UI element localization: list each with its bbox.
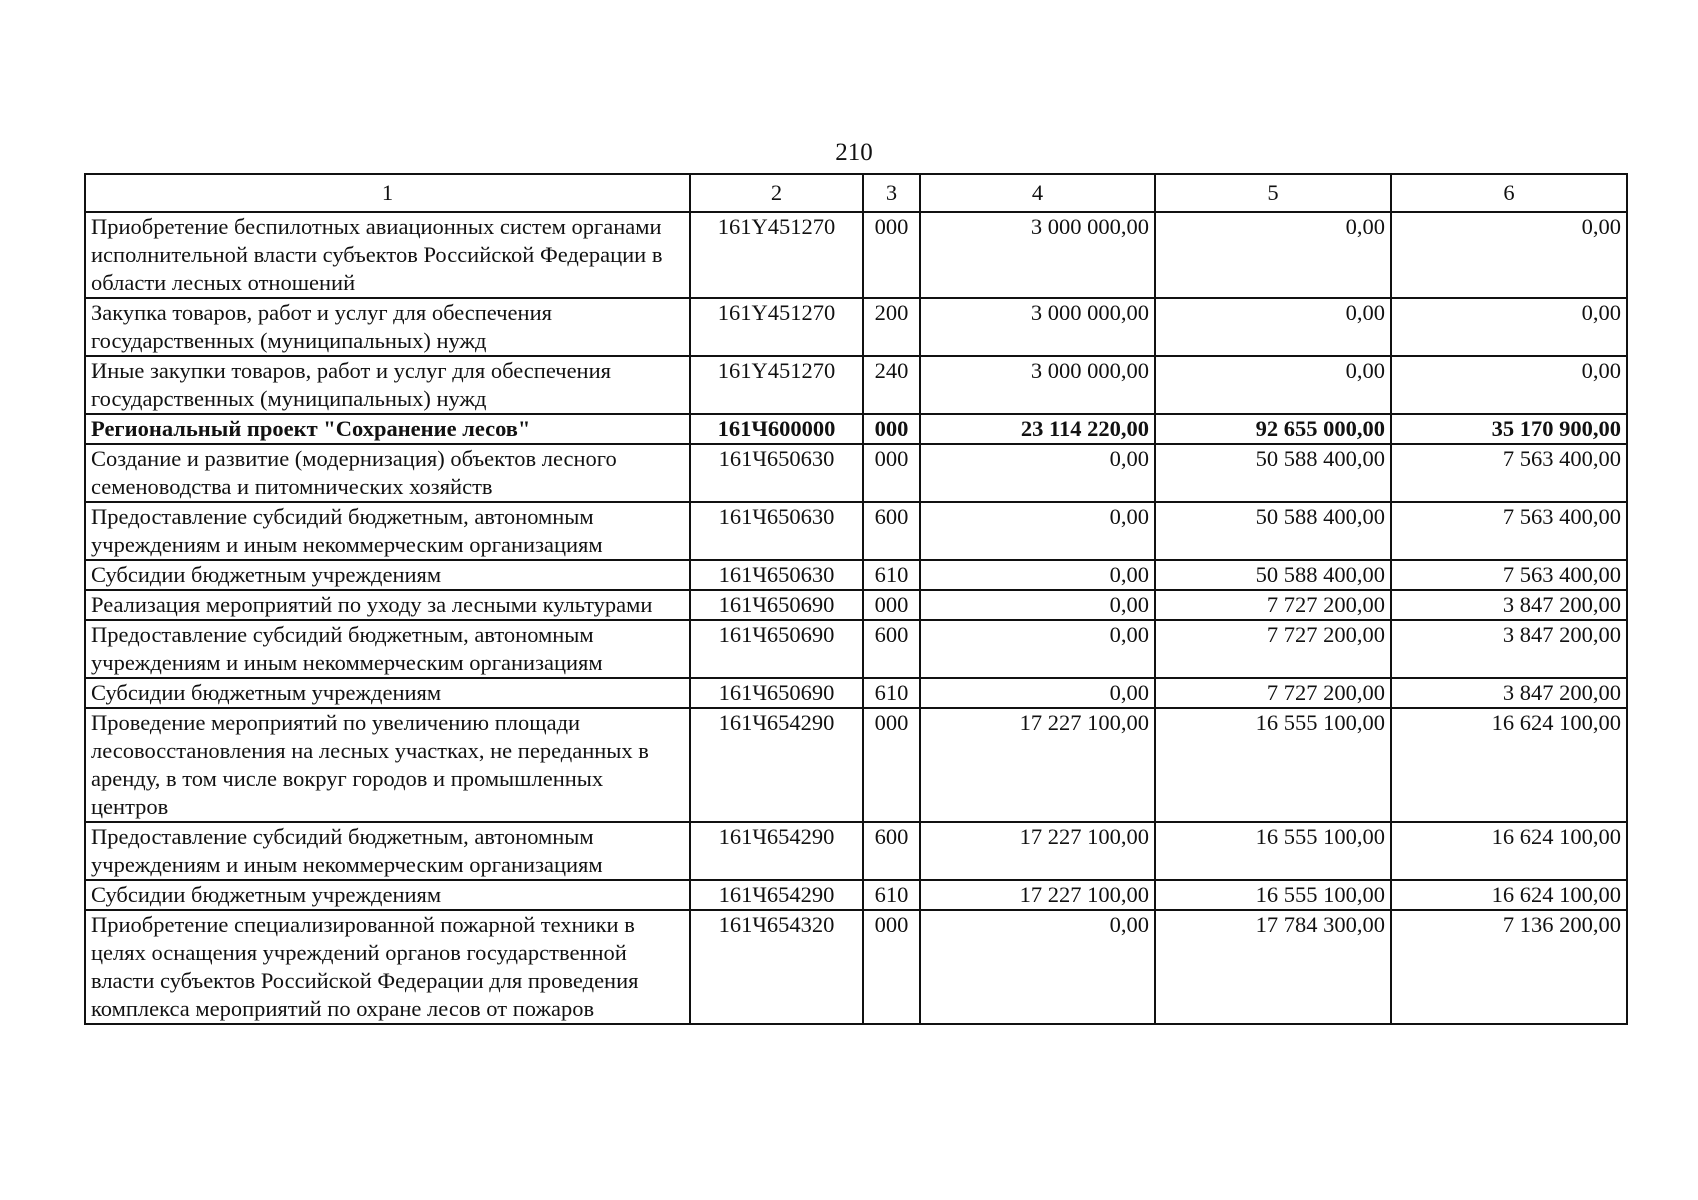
row-value-col6-cell: 0,00 [1391,298,1627,356]
row-code-cell: 161Y451270 [690,298,863,356]
row-kind-cell: 600 [863,620,920,678]
row-code-cell: 161Ч650630 [690,502,863,560]
row-code-cell: 161Ч650690 [690,678,863,708]
row-value-col4-cell: 17 227 100,00 [920,822,1155,880]
row-value-col6-cell: 3 847 200,00 [1391,620,1627,678]
row-value-col5-cell: 92 655 000,00 [1155,414,1391,444]
row-value-col5-cell: 50 588 400,00 [1155,444,1391,502]
row-value-col6-cell: 3 847 200,00 [1391,678,1627,708]
row-value-col4-cell: 3 000 000,00 [920,212,1155,298]
row-kind-cell: 610 [863,560,920,590]
header-cell-2: 2 [690,174,863,212]
row-value-col5-cell: 16 555 100,00 [1155,822,1391,880]
row-code-cell: 161Ч654290 [690,880,863,910]
table-row [85,678,1627,708]
header-cell-3: 3 [863,174,920,212]
row-value-col4-cell: 0,00 [920,560,1155,590]
row-kind-cell: 000 [863,212,920,298]
row-value-col6-cell: 0,00 [1391,212,1627,298]
row-name-cell: Иные закупки товаров, работ и услуг для обеспечения государственных (муниципальных) нужд [85,356,690,414]
header-row [85,174,1627,212]
row-name-cell: Приобретение беспилотных авиационных систем органами исполнительной власти субъектов Российской Федерации в области лесных отношений [85,212,690,298]
row-kind-cell: 000 [863,444,920,502]
table-row [85,880,1627,910]
row-value-col4-cell: 0,00 [920,620,1155,678]
row-value-col4-cell: 17 227 100,00 [920,880,1155,910]
row-value-col4-cell: 17 227 100,00 [920,708,1155,822]
row-value-col6-cell: 16 624 100,00 [1391,822,1627,880]
row-value-col4-cell: 23 114 220,00 [920,414,1155,444]
row-value-col5-cell: 17 784 300,00 [1155,910,1391,1024]
row-name-cell: Приобретение специализированной пожарной техники в целях оснащения учреждений органов государственной власти субъектов Российской Федерации для проведения комплекса мероприятий по охране лесов от пожаров [85,910,690,1024]
row-value-col5-cell: 16 555 100,00 [1155,880,1391,910]
row-value-col4-cell: 0,00 [920,678,1155,708]
table-row [85,590,1627,620]
row-kind-cell: 240 [863,356,920,414]
row-value-col4-cell: 0,00 [920,502,1155,560]
row-code-cell: 161Ч650690 [690,590,863,620]
row-value-col5-cell: 50 588 400,00 [1155,560,1391,590]
table-body [85,212,1627,1024]
row-value-col5-cell: 7 727 200,00 [1155,620,1391,678]
row-code-cell: 161Ч650630 [690,560,863,590]
table-row [85,708,1627,822]
row-code-cell: 161Ч600000 [690,414,863,444]
row-value-col4-cell: 3 000 000,00 [920,356,1155,414]
row-value-col4-cell: 0,00 [920,910,1155,1024]
row-kind-cell: 000 [863,708,920,822]
row-value-col6-cell: 35 170 900,00 [1391,414,1627,444]
row-kind-cell: 610 [863,678,920,708]
table-row [85,502,1627,560]
row-value-col6-cell: 0,00 [1391,356,1627,414]
row-name-cell: Реализация мероприятий по уходу за лесными культурами [85,590,690,620]
row-name-cell: Субсидии бюджетным учреждениям [85,560,690,590]
row-value-col5-cell: 16 555 100,00 [1155,708,1391,822]
row-value-col6-cell: 7 563 400,00 [1391,560,1627,590]
header-cell-6: 6 [1391,174,1627,212]
table-row [85,560,1627,590]
row-value-col6-cell: 3 847 200,00 [1391,590,1627,620]
row-code-cell: 161Y451270 [690,212,863,298]
row-value-col5-cell: 0,00 [1155,356,1391,414]
header-cell-5: 5 [1155,174,1391,212]
budget-table [84,173,1628,1025]
row-name-cell: Создание и развитие (модернизация) объектов лесного семеноводства и питомнических хозяйств [85,444,690,502]
table-row [85,356,1627,414]
row-code-cell: 161Ч650630 [690,444,863,502]
row-name-cell: Субсидии бюджетным учреждениям [85,880,690,910]
header-cell-1: 1 [85,174,690,212]
row-value-col4-cell: 0,00 [920,590,1155,620]
row-name-cell: Предоставление субсидий бюджетным, автономным учреждениям и иным некоммерческим организациям [85,502,690,560]
row-value-col6-cell: 7 136 200,00 [1391,910,1627,1024]
row-name-cell: Субсидии бюджетным учреждениям [85,678,690,708]
row-kind-cell: 610 [863,880,920,910]
row-value-col6-cell: 16 624 100,00 [1391,880,1627,910]
row-value-col5-cell: 0,00 [1155,298,1391,356]
header-cell-4: 4 [920,174,1155,212]
row-kind-cell: 600 [863,822,920,880]
row-kind-cell: 000 [863,910,920,1024]
row-code-cell: 161Ч654320 [690,910,863,1024]
row-value-col6-cell: 7 563 400,00 [1391,444,1627,502]
row-name-cell: Закупка товаров, работ и услуг для обеспечения государственных (муниципальных) нужд [85,298,690,356]
row-value-col5-cell: 7 727 200,00 [1155,590,1391,620]
row-code-cell: 161Y451270 [690,356,863,414]
row-value-col5-cell: 0,00 [1155,212,1391,298]
table-row [85,444,1627,502]
row-code-cell: 161Ч654290 [690,822,863,880]
table-row [85,212,1627,298]
row-code-cell: 161Ч650690 [690,620,863,678]
row-value-col5-cell: 7 727 200,00 [1155,678,1391,708]
row-value-col4-cell: 0,00 [920,444,1155,502]
row-code-cell: 161Ч654290 [690,708,863,822]
row-name-cell: Предоставление субсидий бюджетным, автономным учреждениям и иным некоммерческим организациям [85,620,690,678]
table-row [85,620,1627,678]
table-row [85,298,1627,356]
row-name-cell: Проведение мероприятий по увеличению площади лесовосстановления на лесных участках, не переданных в аренду, в том числе вокруг городов и промышленных центров [85,708,690,822]
row-kind-cell: 200 [863,298,920,356]
row-name-cell: Предоставление субсидий бюджетным, автономным учреждениям и иным некоммерческим организациям [85,822,690,880]
page-number: 210 [835,139,873,166]
row-name-cell: Региональный проект "Сохранение лесов" [85,414,690,444]
table-row [85,822,1627,880]
table-row [85,414,1627,444]
row-value-col4-cell: 3 000 000,00 [920,298,1155,356]
row-value-col6-cell: 7 563 400,00 [1391,502,1627,560]
row-kind-cell: 600 [863,502,920,560]
row-value-col5-cell: 50 588 400,00 [1155,502,1391,560]
row-kind-cell: 000 [863,590,920,620]
table-row [85,910,1627,1024]
row-kind-cell: 000 [863,414,920,444]
row-value-col6-cell: 16 624 100,00 [1391,708,1627,822]
